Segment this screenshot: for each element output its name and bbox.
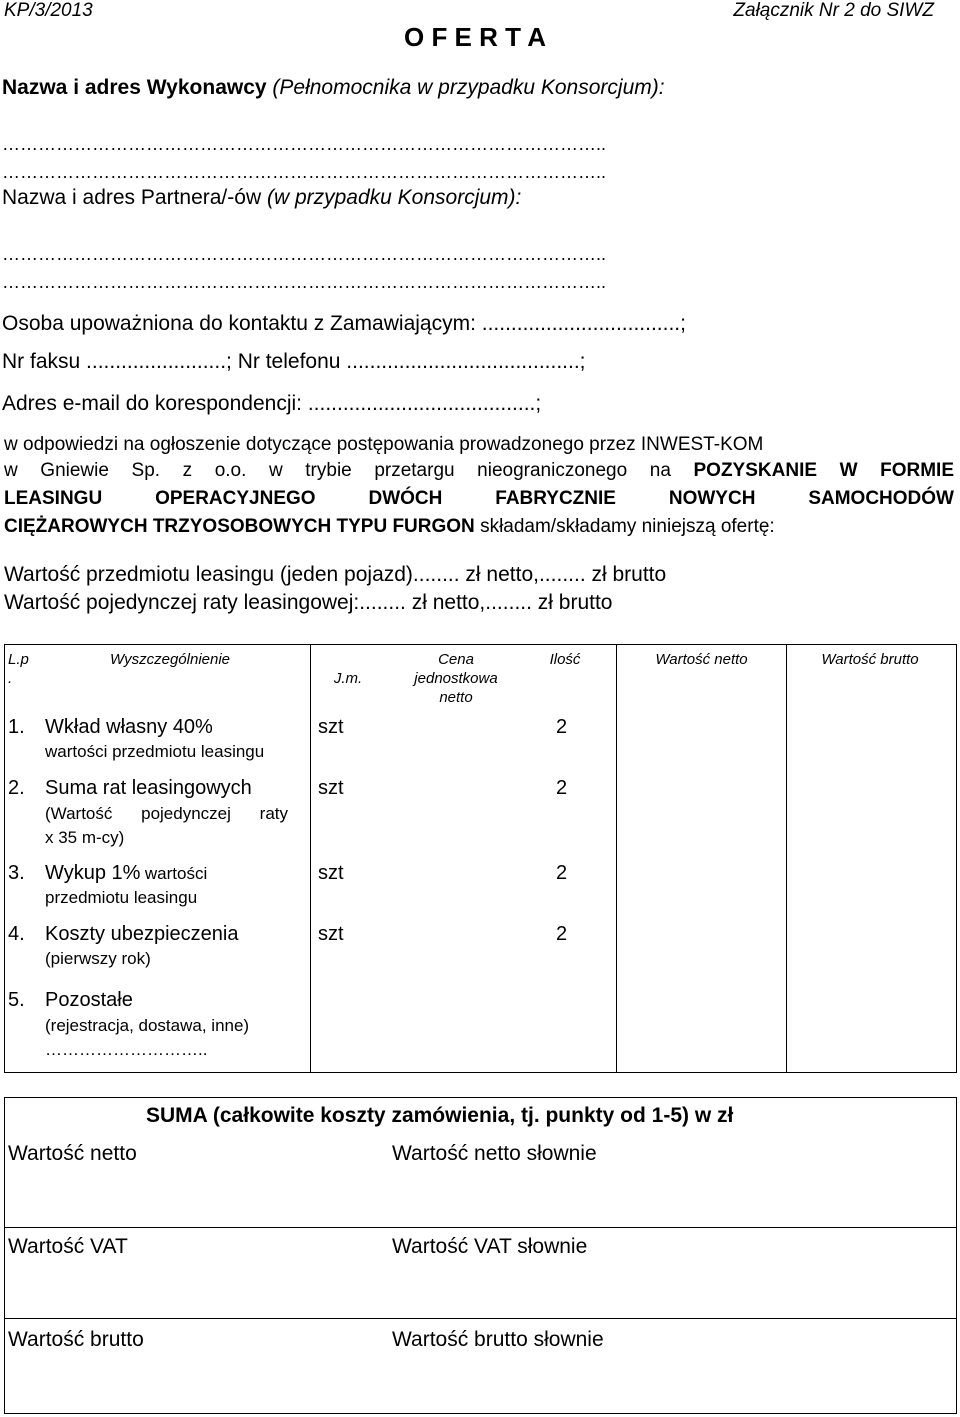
contractor-dots-2[interactable]: ……………………………………………………………………………………….. xyxy=(2,162,607,182)
header-net-value: Wartość netto xyxy=(655,651,748,668)
row-3-title-small: wartości xyxy=(144,864,208,883)
row-1-unit: szt xyxy=(318,716,344,738)
contractor-label-note: (Pełnomocnika w przypadku Konsorcjum): xyxy=(272,76,665,99)
summary-gross-label[interactable]: Wartość brutto xyxy=(8,1328,144,1351)
table-col-sep xyxy=(310,644,311,1073)
contractor-label-main: Nazwa i adres Wykonawcy xyxy=(2,76,267,99)
partner-dots-2[interactable]: ……………………………………………………………………………………….. xyxy=(2,272,607,292)
header-quantity: Ilość xyxy=(549,651,581,668)
summary-top-border xyxy=(4,1097,957,1098)
summary-row-sep xyxy=(4,1318,957,1319)
intro-line-4-bold: CIĘŻAROWYCH TRZYOSOBOWYCH TYPU FURGON xyxy=(4,516,475,537)
intro-line-1: w odpowiedzi na ogłoszenie dotyczące postępowania prowadzonego przez INWEST-KOM xyxy=(4,434,764,455)
installment-value-line[interactable]: Wartość pojedynczej raty leasingowej:........ zł netto,........ zł brutto xyxy=(4,591,613,614)
vehicle-value-line[interactable]: Wartość przedmiotu leasingu (jeden pojazd)........ zł netto,........ zł brutto xyxy=(4,563,667,586)
intro-line-3: LEASINGU OPERACYJNEGO DWÓCH FABRYCZNIE NOWYCH SAMOCHODÓW xyxy=(4,488,954,509)
header-gross-value: Wartość brutto xyxy=(821,651,919,668)
row-3-subtitle: przedmiotu leasingu xyxy=(45,888,198,907)
row-4-quantity: 2 xyxy=(556,923,568,945)
partner-label-main: Nazwa i adres Partnera/-ów xyxy=(2,186,262,209)
partner-dots-1[interactable]: ……………………………………………………………………………………….. xyxy=(2,244,607,264)
contractor-label xyxy=(2,76,665,100)
row-3-title: Wykup 1% xyxy=(45,862,141,884)
attachment-note: Załącznik Nr 2 do SIWZ xyxy=(733,0,934,21)
row-3-number: 3. xyxy=(8,862,25,884)
row-3-quantity: 2 xyxy=(556,862,568,884)
table-right-border xyxy=(956,644,957,1073)
summary-row-sep xyxy=(4,1227,957,1228)
contact-person-line[interactable]: Osoba upoważniona do kontaktu z Zamawiającym: ..................................; xyxy=(2,312,686,335)
table-left-border xyxy=(4,644,5,1073)
summary-gross-words[interactable]: Wartość brutto słownie xyxy=(392,1328,604,1351)
row-3-title-wrap xyxy=(45,862,207,885)
intro-line-2 xyxy=(4,460,954,482)
summary-vat-words[interactable]: Wartość VAT słownie xyxy=(392,1235,588,1258)
row-2-number: 2. xyxy=(8,777,25,799)
summary-left-border xyxy=(4,1097,5,1414)
page-title: O F E R T A xyxy=(404,22,547,52)
table-bottom-border xyxy=(4,1072,957,1073)
row-2-subtitle: (Wartość pojedynczej raty xyxy=(45,804,288,823)
contractor-dots-1[interactable]: ……………………………………………………………………………………….. xyxy=(2,134,607,154)
row-4-unit: szt xyxy=(318,923,344,945)
summary-right-border xyxy=(956,1097,957,1414)
summary-net-label[interactable]: Wartość netto xyxy=(8,1142,137,1165)
row-3-unit: szt xyxy=(318,862,344,884)
row-2-subtitle-2: x 35 m-cy) xyxy=(45,828,125,847)
intro-line-4 xyxy=(4,516,775,538)
fax-phone-line[interactable]: Nr faksu ........................; Nr telefonu ........................................; xyxy=(2,350,586,373)
row-2-unit: szt xyxy=(318,777,344,799)
header-unit-price: Cena jednostkowa netto xyxy=(414,651,498,706)
row-1-title: Wkład własny 40% xyxy=(45,716,213,738)
row-2-quantity: 2 xyxy=(556,777,568,799)
table-col-sep xyxy=(616,644,617,1073)
summary-vat-label[interactable]: Wartość VAT xyxy=(8,1235,128,1258)
row-5-subtitle: (rejestracja, dostawa, inne) xyxy=(45,1016,250,1035)
row-1-quantity: 2 xyxy=(556,716,568,738)
partner-label-note: (w przypadku Konsorcjum): xyxy=(266,186,522,209)
row-4-number: 4. xyxy=(8,923,25,945)
partner-label xyxy=(2,186,521,210)
row-2-title: Suma rat leasingowych xyxy=(45,777,252,799)
header-unit: J.m. xyxy=(333,670,363,687)
row-5-number: 5. xyxy=(8,989,25,1011)
email-line[interactable]: Adres e-mail do korespondencji: .......................................; xyxy=(2,392,542,415)
header-description: Wyszczególnienie xyxy=(109,651,231,668)
intro-line-2-text: w Gniewie Sp. z o.o. w trybie przetargu nieograniczonego na xyxy=(4,460,671,481)
summary-net-words[interactable]: Wartość netto słownie xyxy=(392,1142,597,1165)
table-top-border xyxy=(4,644,957,645)
intro-line-4-text: składam/składamy niniejszą ofertę: xyxy=(480,516,775,537)
row-4-subtitle: (pierwszy rok) xyxy=(45,949,151,968)
row-5-title: Pozostałe xyxy=(45,989,133,1011)
header-lp: L.p . xyxy=(8,651,29,687)
row-1-number: 1. xyxy=(8,716,25,738)
intro-line-2-bold: POZYSKANIE W FORMIE xyxy=(693,460,954,481)
table-col-sep xyxy=(786,644,787,1073)
summary-bottom-border xyxy=(4,1413,957,1414)
row-5-dots[interactable]: ……………………….. xyxy=(45,1040,208,1059)
row-4-title: Koszty ubezpieczenia xyxy=(45,923,239,945)
row-1-subtitle: wartości przedmiotu leasingu xyxy=(45,742,265,761)
document-code: KP/3/2013 xyxy=(4,0,93,21)
summary-title: SUMA (całkowite koszty zamówienia, tj. punkty od 1-5) w zł xyxy=(146,1104,734,1127)
